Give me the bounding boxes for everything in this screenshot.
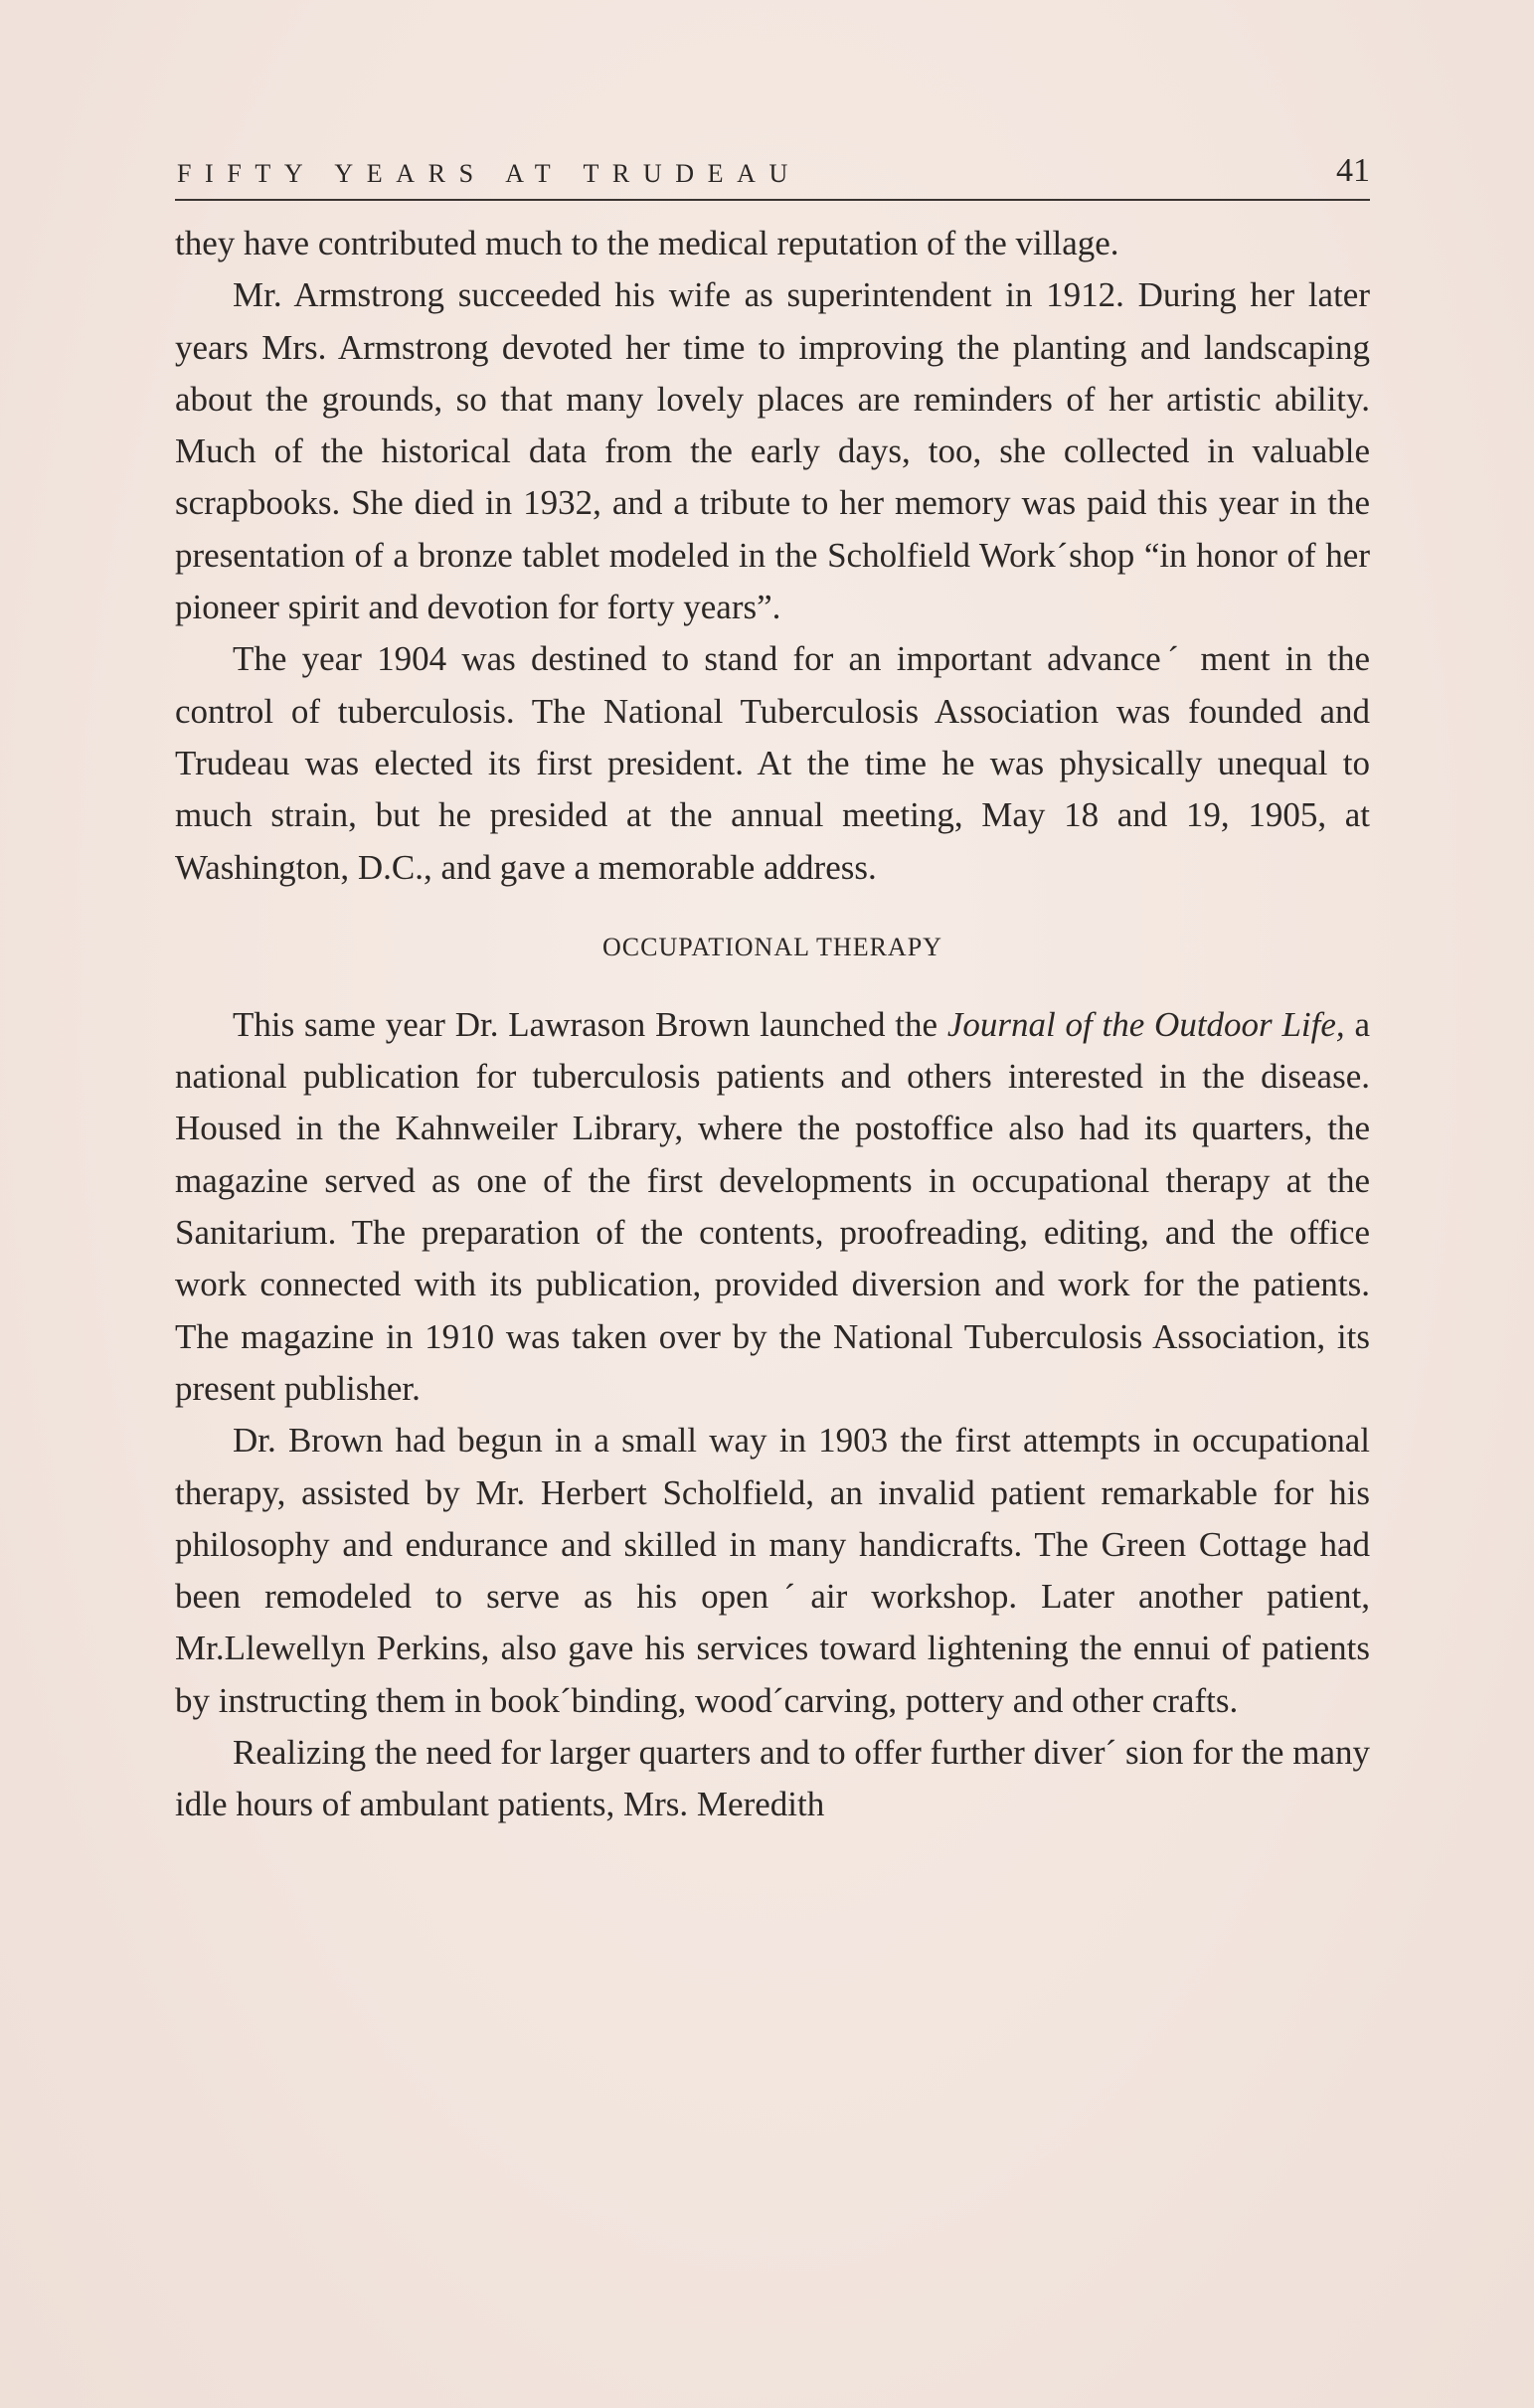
page-number: 41 <box>1336 152 1370 189</box>
section-heading: OCCUPATIONAL THERAPY <box>602 932 942 961</box>
journal-title: Journal of the Outdoor Life, <box>946 1004 1345 1044</box>
journal-text-after: a national publication for tuberculosis patients and others interested in the disease. Housed in the Kahnweiler Library, where the postoffice also had its quarters, the magazine served as one of the first developments in occupational therapy at the Sanitarium. The preparation of the contents, proofreading, editing, and the office work connected with its publication, provided diversion and work for the patients. The magazine in 1910 was taken over by the National Tuberculosis Association, its present publisher. <box>175 1004 1370 1408</box>
running-title: FIFTY YEARS AT TRUDEAU <box>177 159 801 188</box>
page-header <box>175 149 1370 201</box>
paragraph-brown: Dr. Brown had begun in a small way in 1903 the first attempts in occupational therapy, assisted by Mr. Herbert Scholfield, an invalid patient remarkable for his philosophy and endurance and skilled in many handicrafts. The Green Cottage had been remodeled to serve as his openˊair workshop. Later another patient, Mr.Llewellyn Perkins, also gave his services toward lightening the ennui of patients by instructing them in bookˊbinding, woodˊcarving, pottery and other crafts. <box>175 1421 1370 1720</box>
paragraph-meredith: Realizing the need for larger quarters and to offer further diverˊ sion for the many idle hours of ambulant patients, Mrs. Meredith <box>175 1733 1370 1824</box>
journal-text-before: This same year Dr. Lawrason Brown launched the <box>233 1004 947 1044</box>
body-text <box>175 218 1370 1831</box>
paragraph-1904: The year 1904 was destined to stand for an important advanceˊ ment in the control of tuberculosis. The National Tuberculosis Association was founded and Trudeau was elected its first president. At the time he was physically unequal to much strain, but he presided at the annual meeting, May 18 and 19, 1905, at Washington, D.C., and gave a memorable address. <box>175 639 1370 887</box>
paragraph-continuation: they have contributed much to the medical reputation of the village. <box>175 224 1119 262</box>
paragraph-journal <box>175 999 1370 1415</box>
paragraph-armstrong: Mr. Armstrong succeeded his wife as superintendent in 1912. During her later years Mrs. Armstrong devoted her time to improving the planting and landscaping about the grounds, so that many lovely places are reminders of her artistic ability. Much of the historical data from the early days, too, she collected in valuable scrapbooks. She died in 1932, and a tribute to her memory was paid this year in the presentation of a bronze tablet modeled in the Scholfield Workˊshop “in honor of her pioneer spirit and devotion for forty years”. <box>175 275 1370 627</box>
